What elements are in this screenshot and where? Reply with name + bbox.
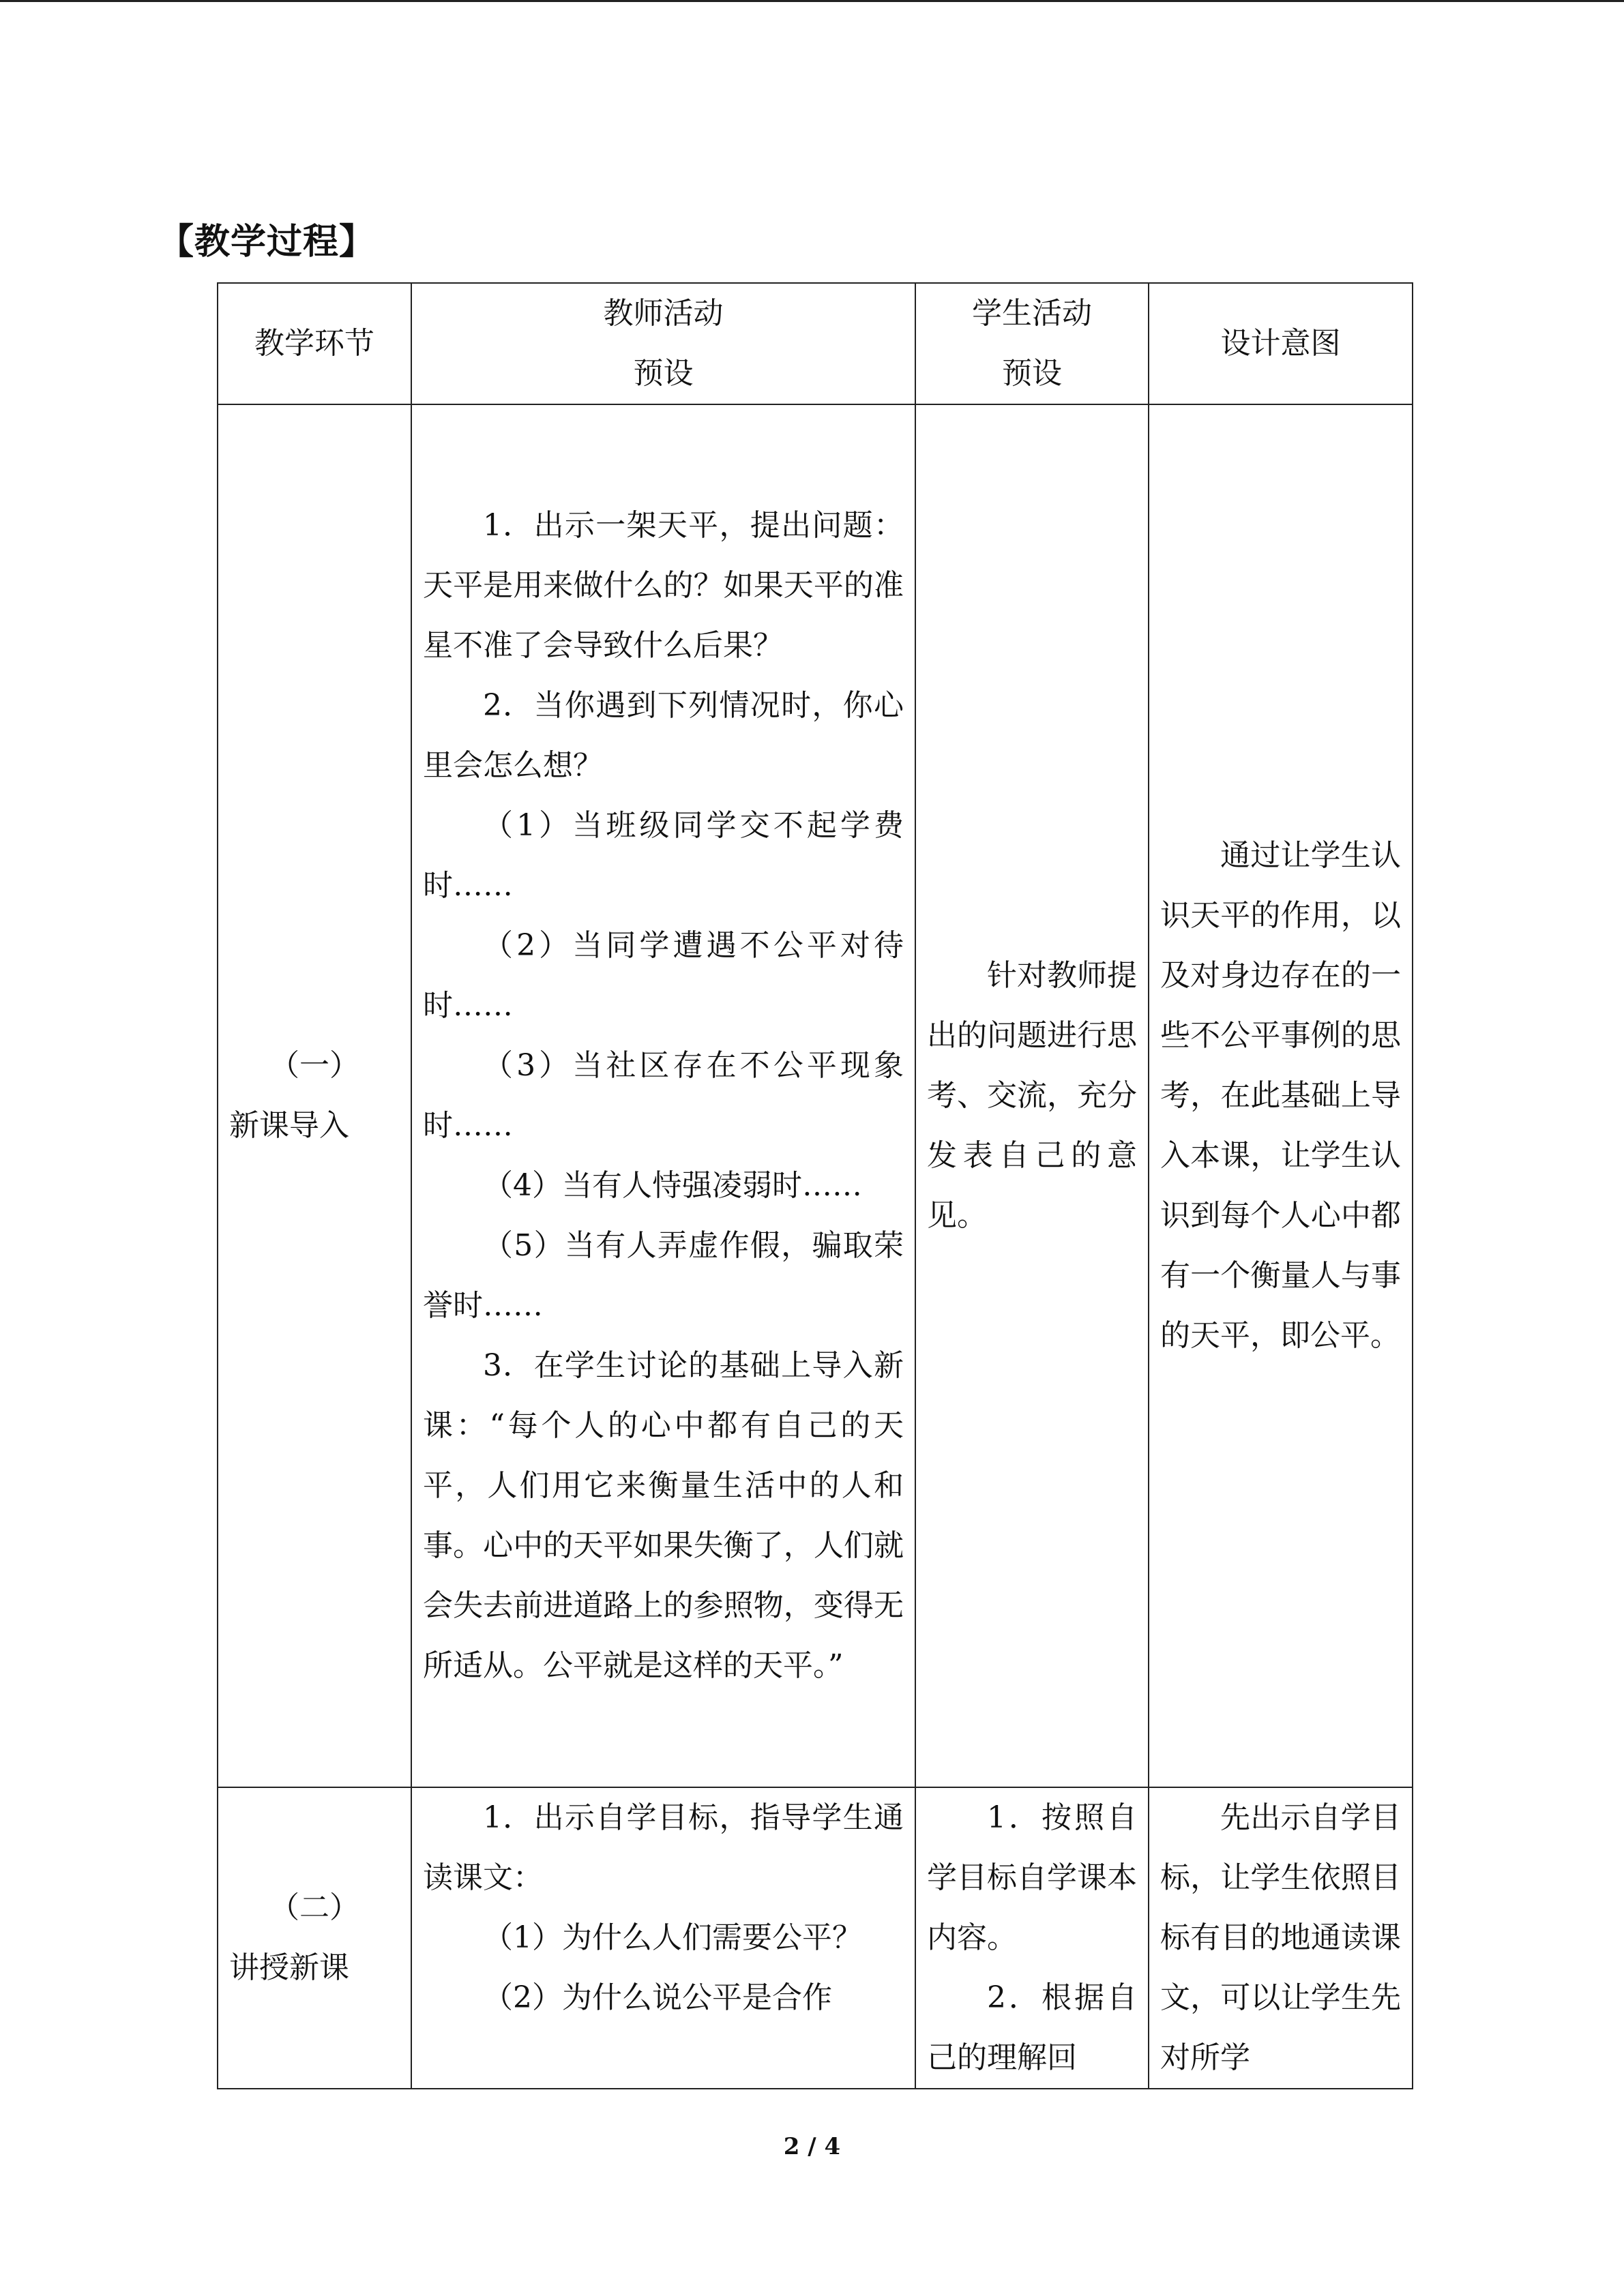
teaching-process-table	[217, 282, 1413, 2089]
student-activity-cell	[915, 404, 1149, 1787]
header-stage	[218, 283, 411, 404]
teacher-paragraph: 1．出示一架天平，提出问题：天平是用来做什么的？如果天平的准星不准了会导致什么后果？	[423, 508, 904, 663]
teacher-paragraph: （4）当有人恃强凌弱时……	[483, 1168, 862, 1203]
header-stage-line: 教学环节	[254, 326, 374, 361]
header-teacher-line2: 预设	[633, 356, 694, 391]
teacher-paragraph: 2．当你遇到下列情况时，你心里会怎么想？	[423, 688, 904, 783]
stage-number: （二）	[269, 1890, 359, 1925]
student-paragraph: 1．按照自学目标自学课本内容。	[927, 1800, 1137, 1955]
stage-name: 新课导入	[229, 1108, 349, 1143]
teacher-paragraph: 3．在学生讨论的基础上导入新课：“每个人的心中都有自己的天平，人们用它来衡量生活中的人和事。心中的天平如果失衡了，人们就会失去前进道路上的参照物，变得无所适从。公平就是这样的天平。”	[423, 1348, 904, 1683]
header-teacher-line1: 教师活动	[603, 296, 724, 331]
table-row	[218, 1787, 1413, 2089]
header-intent	[1149, 283, 1413, 404]
teacher-paragraph: （1）当班级同学交不起学费时……	[423, 808, 904, 903]
teacher-activity-cell	[411, 1787, 915, 2089]
stage-cell	[218, 1787, 411, 2089]
intent-paragraph: 先出示自学目标，让学生依照目标有目的地通读课文，可以让学生先对所学	[1160, 1800, 1401, 2075]
header-student-line2: 预设	[1002, 356, 1062, 391]
intent-paragraph: 通过让学生认识天平的作用，以及对身边存在的一些不公平事例的思考，在此基础上导入本课，让学生认识到每个人心中都有一个衡量人与事的天平，即公平。	[1160, 838, 1401, 1353]
header-teacher	[411, 283, 915, 404]
teacher-paragraph: （3）当社区存在不公平现象时……	[423, 1048, 904, 1143]
stage-number: （一）	[269, 1048, 359, 1083]
teacher-paragraph: （1）为什么人们需要公平？	[483, 1920, 862, 1955]
teacher-paragraph: （2）当同学遭遇不公平对待时……	[423, 928, 904, 1023]
section-heading: 【教学过程】	[158, 222, 376, 263]
header-intent-line: 设计意图	[1220, 326, 1341, 361]
student-activity-cell	[915, 1787, 1149, 2089]
student-paragraph: 2．根据自己的理解回	[927, 1980, 1137, 2075]
table-header-row	[218, 283, 1413, 404]
teacher-activity-cell	[411, 404, 915, 1787]
teacher-paragraph: （5）当有人弄虚作假，骗取荣誉时……	[423, 1228, 904, 1323]
design-intent-cell	[1149, 404, 1413, 1787]
teacher-paragraph: 1．出示自学目标，指导学生通读课文：	[423, 1800, 904, 1895]
header-student	[915, 283, 1149, 404]
page-number: 2 / 4	[783, 2133, 841, 2160]
table-row	[218, 404, 1413, 1787]
teacher-paragraph: （2）为什么说公平是合作	[483, 1980, 832, 2015]
stage-cell	[218, 404, 411, 1787]
page-top-border	[0, 0, 1624, 2]
header-student-line1: 学生活动	[972, 296, 1092, 331]
stage-name: 讲授新课	[229, 1950, 349, 1985]
student-paragraph: 针对教师提出的问题进行思考、交流，充分发表自己的意见。	[927, 958, 1137, 1233]
design-intent-cell	[1149, 1787, 1413, 2089]
